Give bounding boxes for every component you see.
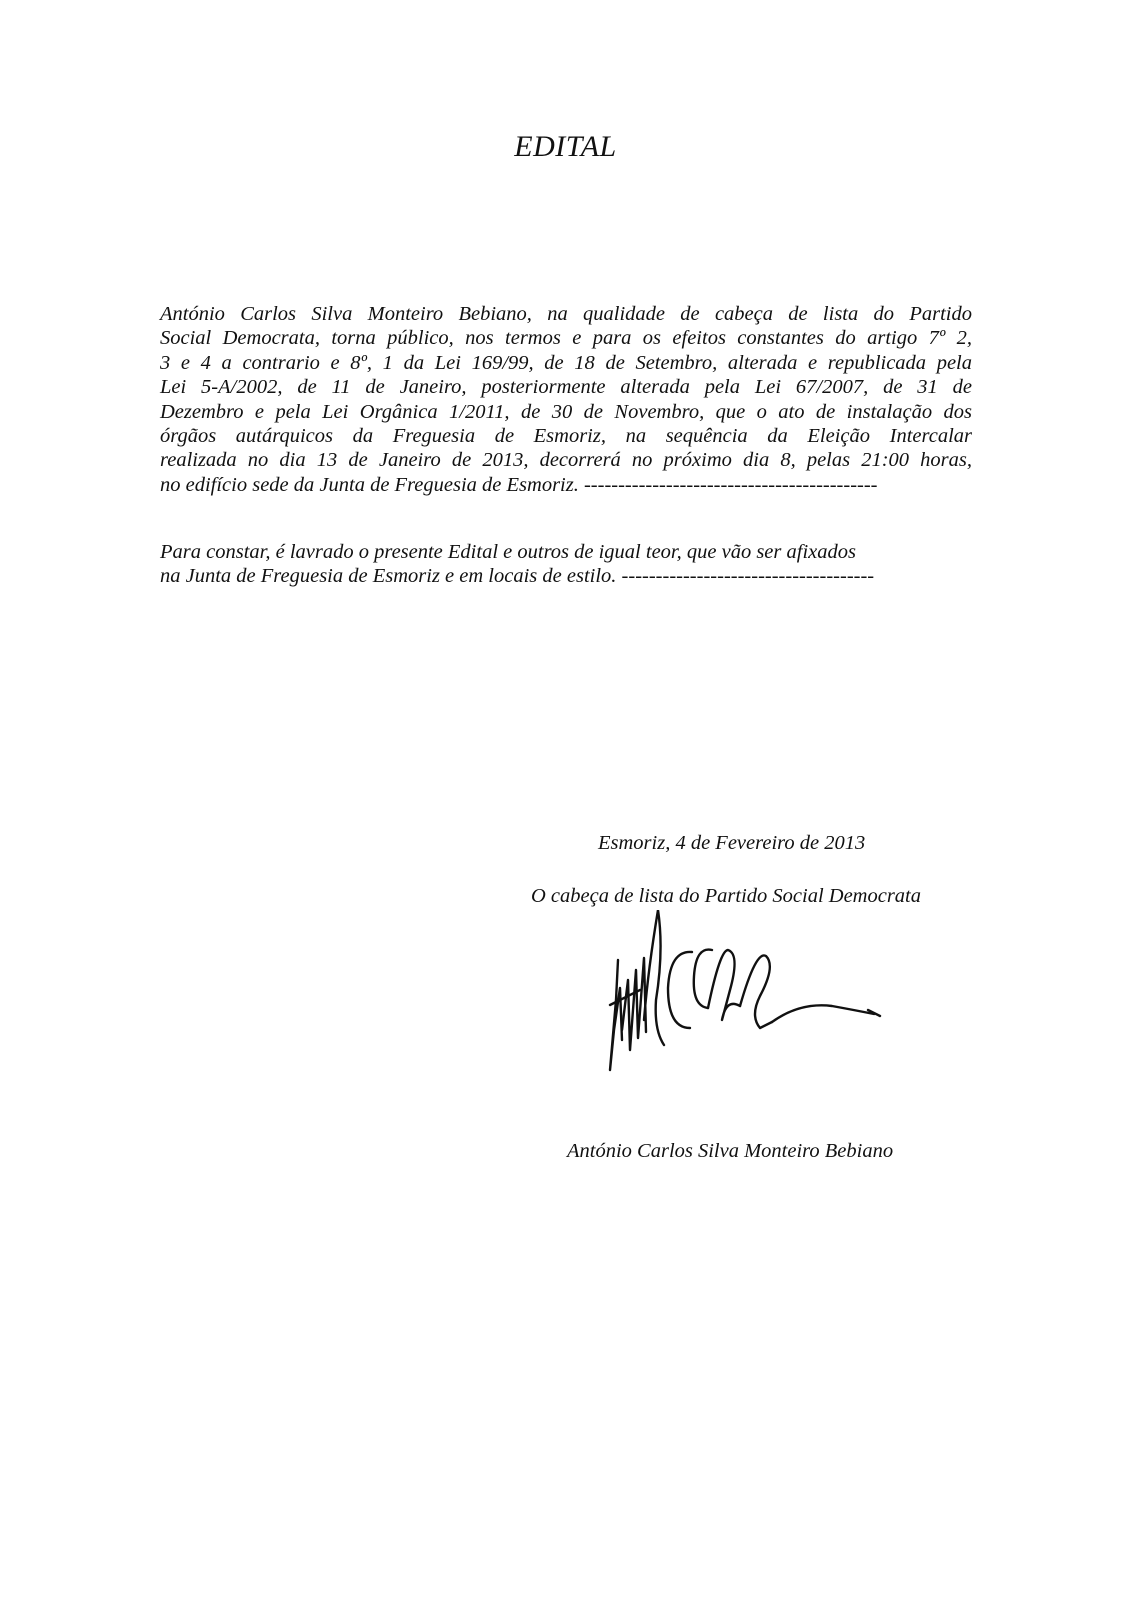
announcement-paragraph: [160, 302, 972, 497]
paragraph-line: órgãos autárquicos da Freguesia de Esmoriz, na sequência da Eleição Intercalar: [160, 425, 972, 448]
place-date: Esmoriz, 4 de Fevereiro de 2013: [598, 832, 866, 854]
signer-role: O cabeça de lista do Partido Social Democrata: [531, 885, 922, 907]
paragraph-line: 3 e 4 a contrario e 8º, 1 da Lei 169/99, de 18 de Setembro, alterada e republicada pela: [160, 351, 972, 374]
document-title: EDITAL: [514, 130, 617, 163]
paragraph-line: António Carlos Silva Monteiro Bebiano, na qualidade de cabeça de lista do Partido: [160, 303, 972, 325]
posting-paragraph: [160, 540, 972, 589]
paragraph-line: na Junta de Freguesia de Esmoriz e em locais de estilo. -------------------------------------: [160, 565, 875, 588]
paragraph-line: Para constar, é lavrado o presente Edital e outros de igual teor, que vão ser afixados: [160, 541, 856, 563]
paragraph-line: Social Democrata, torna público, nos termos e para os efeitos constantes do artigo 7º 2,: [160, 327, 972, 350]
paragraph-line: realizada no dia 13 de Janeiro de 2013, decorrerá no próximo dia 8, pelas 21:00 horas,: [160, 449, 972, 472]
signature-image: [600, 910, 900, 1100]
paragraph-line: no edifício sede da Junta de Freguesia de Esmoriz. -------------------------------------------: [160, 473, 878, 496]
signer-name: António Carlos Silva Monteiro Bebiano: [567, 1140, 894, 1162]
paragraph-line: Dezembro e pela Lei Orgânica 1/2011, de 30 de Novembro, que o ato de instalação dos: [160, 400, 972, 423]
paragraph-line: Lei 5-A/2002, de 11 de Janeiro, posteriormente alterada pela Lei 67/2007, de 31 de: [160, 376, 972, 399]
